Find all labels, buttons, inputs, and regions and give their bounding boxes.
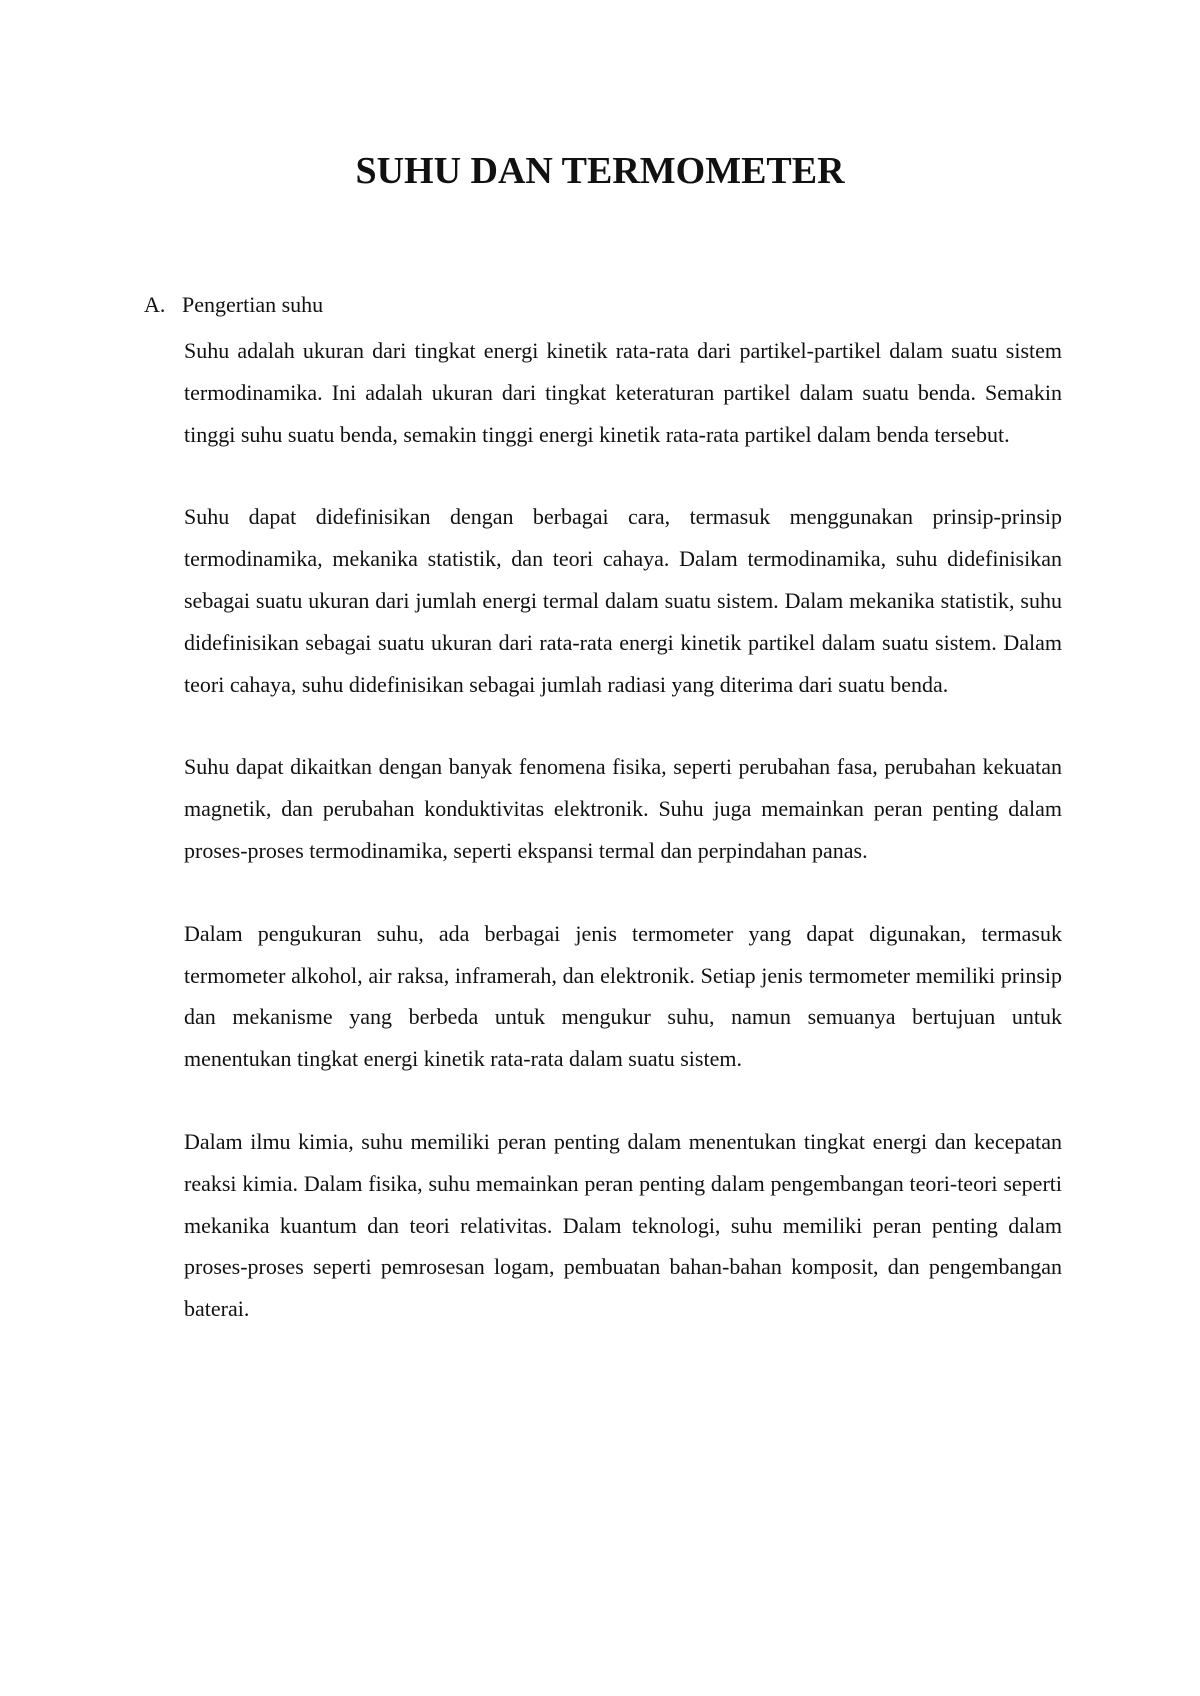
paragraph: Dalam pengukuran suhu, ada berbagai jenis termometer yang dapat digunakan, termasuk termometer alkohol, air raksa, inframerah, dan elektronik. Setiap jenis termometer memiliki prinsip dan mekanisme yang berbeda untuk mengukur suhu, namun semuanya bertujuan untuk menentukan tingkat energi kinetik rata-rata dalam suatu sistem. [184,920,1062,1072]
paragraph: Suhu dapat dikaitkan dengan banyak fenomena fisika, seperti perubahan fasa, perubahan kekuatan magnetik, dan perubahan konduktivitas elektronik. Suhu juga memainkan peran penting dalam proses-proses termodinamika, seperti ekspansi termal dan perpindahan panas. [184,754,1062,863]
section-heading [144,290,323,320]
section-marker: A. [144,292,166,317]
paragraph: Suhu dapat didefinisikan dengan berbagai cara, termasuk menggunakan prinsip-prinsip termodinamika, mekanika statistik, dan teori cahaya. Dalam termodinamika, suhu didefinisikan sebagai suatu ukuran dari jumlah energi termal dalam suatu sistem. Dalam mekanika statistik, suhu didefinisikan sebagai suatu ukuran dari rata-rata energi kinetik partikel dalam suatu sistem. Dalam teori cahaya, suhu didefinisikan sebagai jumlah radiasi yang diterima dari suatu benda. [184,504,1062,697]
section-body [184,330,1062,1371]
document-title: SUHU DAN TERMOMETER [355,150,845,192]
paragraph: Suhu adalah ukuran dari tingkat energi kinetik rata-rata dari partikel-partikel dalam suatu sistem termodinamika. Ini adalah ukuran dari tingkat keteraturan partikel dalam suatu benda. Semakin tinggi suhu suatu benda, semakin tinggi energi kinetik rata-rata partikel dalam benda tersebut. [184,338,1062,447]
section-heading-text: Pengertian suhu [182,292,324,317]
paragraph: Dalam ilmu kimia, suhu memiliki peran penting dalam menentukan tingkat energi dan kecepatan reaksi kimia. Dalam fisika, suhu memainkan peran penting dalam pengembangan teori-teori seperti mekanika kuantum dan teori relativitas. Dalam teknologi, suhu memiliki peran penting dalam proses-proses seperti pemrosesan logam, pembuatan bahan-bahan komposit, dan pengembangan baterai. [184,1128,1062,1322]
